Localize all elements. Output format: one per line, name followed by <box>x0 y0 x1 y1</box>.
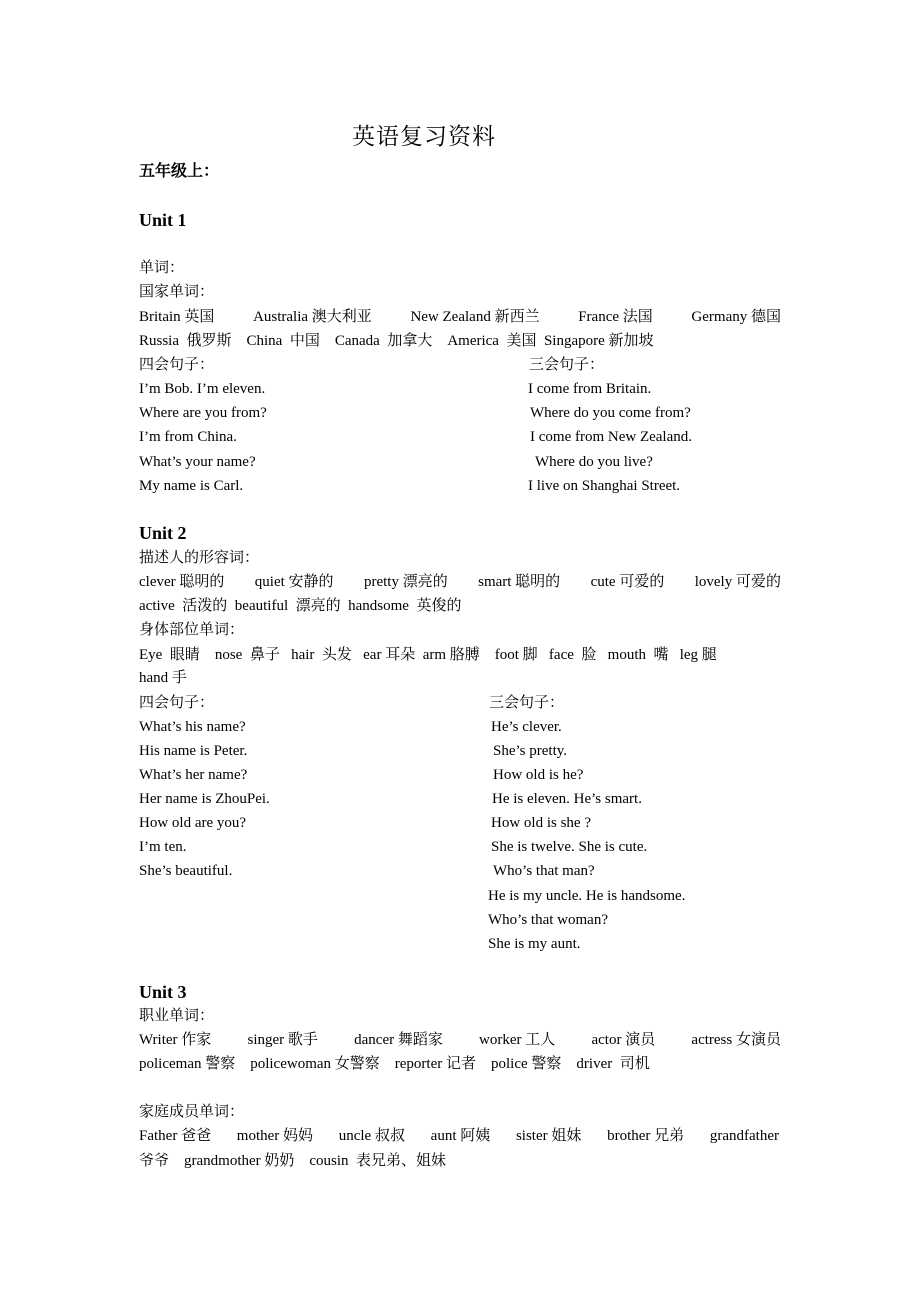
family-item: uncle 叔叔 <box>338 1128 405 1144</box>
unit1-country-label: 国家单词： <box>139 284 215 300</box>
unit2-three-sentence: She’s pretty. <box>493 743 568 759</box>
grade-heading: 五年级上： <box>139 163 220 180</box>
unit2-three-sentence: Who’s that woman? <box>488 912 608 928</box>
family-item: Father 爸爸 <box>139 1128 212 1144</box>
unit3-family-row1 <box>139 1126 779 1146</box>
country-item: Britain 英国 <box>139 309 215 325</box>
unit1-four-sentence: Where are you from? <box>139 405 267 421</box>
unit1-three-label: 三会句子： <box>529 357 605 373</box>
unit2-three-sentence: He’s clever. <box>491 719 562 735</box>
adjective-item: pretty 漂亮的 <box>363 574 448 590</box>
family-item: grandfather <box>709 1128 779 1144</box>
job-item: actress 女演员 <box>691 1032 781 1048</box>
unit2-three-label: 三会句子： <box>489 695 565 711</box>
family-item: mother 妈妈 <box>236 1128 314 1144</box>
adjective-item: clever 聪明的 <box>139 574 225 590</box>
unit2-adj-row1 <box>139 572 781 592</box>
unit1-four-sentence: I’m from China. <box>139 429 237 445</box>
unit2-three-sentence: Who’s that man? <box>493 863 595 879</box>
unit1-four-sentence: My name is Carl. <box>139 478 244 494</box>
unit1-four-sentence: I’m Bob. I’m eleven. <box>139 381 266 397</box>
unit1-four-sentence: What’s your name? <box>139 454 256 470</box>
country-item: New Zealand 新西兰 <box>410 309 540 325</box>
unit2-body-row1: Eye 眼睛 nose 鼻子 hair 头发 ear 耳朵 arm 胳膊 foot 脚 face 脸 mouth 嘴 leg 腿 <box>139 647 717 663</box>
unit2-four-sentence: What’s his name? <box>139 719 246 735</box>
job-item: worker 工人 <box>479 1032 556 1048</box>
unit1-heading: Unit 1 <box>139 210 187 230</box>
unit2-three-sentence: She is twelve. She is cute. <box>491 839 648 855</box>
unit2-heading: Unit 2 <box>139 523 187 543</box>
unit2-four-sentence: His name is Peter. <box>139 743 248 759</box>
unit2-four-sentence: I’m ten. <box>139 839 187 855</box>
unit2-four-label: 四会句子： <box>139 695 215 711</box>
unit2-four-sentence: How old are you? <box>139 815 247 831</box>
unit2-adj-label: 描述人的形容词： <box>139 550 260 566</box>
job-item: actor 演员 <box>591 1032 656 1048</box>
unit1-three-sentence: Where do you come from? <box>530 405 691 421</box>
family-item: aunt 阿姨 <box>430 1128 491 1144</box>
unit2-three-sentence: How old is he? <box>493 767 584 783</box>
job-item: dancer 舞蹈家 <box>354 1032 443 1048</box>
adjective-item: quiet 安静的 <box>254 574 334 590</box>
family-item: sister 姐妹 <box>515 1128 582 1144</box>
unit2-adj-row2: active 活泼的 beautiful 漂亮的 handsome 英俊的 <box>139 598 462 614</box>
unit1-three-sentence: Where do you live? <box>535 454 653 470</box>
unit3-job-label: 职业单词： <box>139 1008 215 1024</box>
unit2-body-row2: hand 手 <box>139 670 187 686</box>
unit1-countries-row2: Russia 俄罗斯 China 中国 Canada 加拿大 America 美国 Singapore 新加坡 <box>139 333 654 349</box>
unit1-words-label: 单词： <box>139 260 185 276</box>
unit1-three-sentence: I come from New Zealand. <box>530 429 693 445</box>
unit1-three-sentence: I live on Shanghai Street. <box>528 478 681 494</box>
job-item: Writer 作家 <box>139 1032 212 1048</box>
unit3-job-row1 <box>139 1030 781 1050</box>
unit1-four-label: 四会句子： <box>139 357 215 373</box>
unit2-four-sentence: Her name is ZhouPei. <box>139 791 270 807</box>
unit1-countries-row1 <box>139 307 781 327</box>
adjective-item: lovely 可爱的 <box>694 574 781 590</box>
unit1-three-sentence: I come from Britain. <box>528 381 652 397</box>
unit3-heading: Unit 3 <box>139 982 187 1002</box>
unit2-three-sentence: He is my uncle. He is handsome. <box>488 888 686 904</box>
unit3-family-label: 家庭成员单词： <box>139 1104 245 1120</box>
unit3-job-row2: policeman 警察 policewoman 女警察 reporter 记者 police 警察 driver 司机 <box>139 1056 650 1072</box>
country-item: Australia 澳大利亚 <box>253 309 372 325</box>
unit2-three-sentence: How old is she ? <box>491 815 591 831</box>
country-item: France 法国 <box>578 309 653 325</box>
unit2-four-sentence: What’s her name? <box>139 767 248 783</box>
unit2-three-sentence: He is eleven. He’s smart. <box>492 791 642 807</box>
family-item: brother 兄弟 <box>607 1128 685 1144</box>
document-title: 英语复习资料 <box>352 124 496 149</box>
adjective-item: smart 聪明的 <box>478 574 561 590</box>
unit2-body-label: 身体部位单词： <box>139 622 245 638</box>
unit3-family-row2: 爷爷 grandmother 奶奶 cousin 表兄弟、姐妹 <box>139 1153 447 1169</box>
country-item: Germany 德国 <box>691 309 781 325</box>
adjective-item: cute 可爱的 <box>590 574 665 590</box>
unit2-three-sentence: She is my aunt. <box>488 936 581 952</box>
job-item: singer 歌手 <box>247 1032 318 1048</box>
unit2-four-sentence: She’s beautiful. <box>139 863 233 879</box>
